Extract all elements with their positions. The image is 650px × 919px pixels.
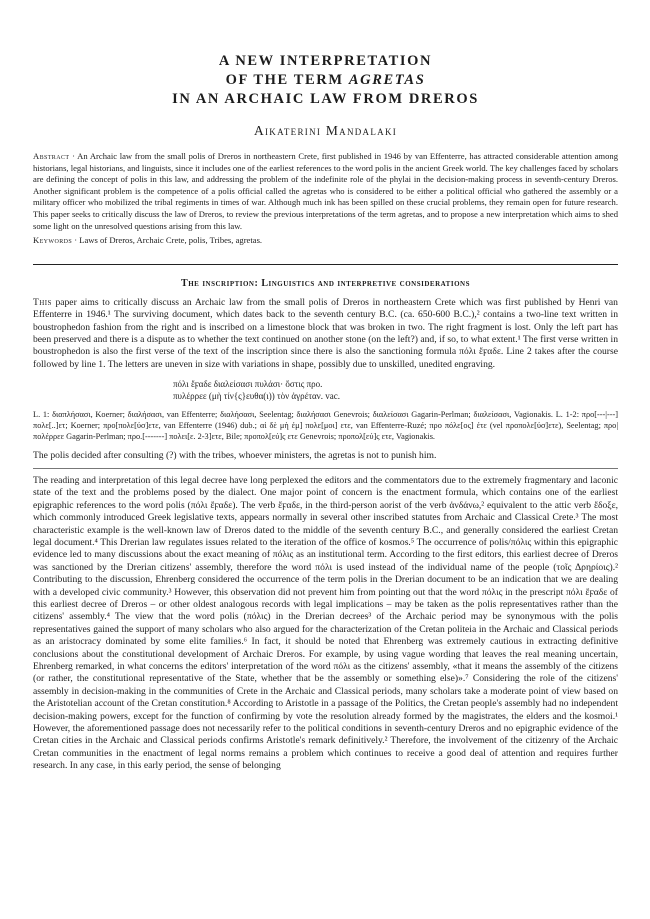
article-title: [33, 52, 618, 109]
title-line-1: A NEW INTERPRETATION: [218, 53, 433, 69]
keywords-text: · Laws of Dreros, Archaic Crete, polis, Tribes, agretas.: [74, 235, 263, 246]
translation-divider: [33, 468, 618, 469]
translation: The polis decided after consulting (?) with the tribes, whoever ministers, the agretas is not to punish him.: [33, 449, 437, 461]
section-heading: The inscription: Linguistics and interpretive considerations: [181, 277, 470, 289]
author-name: Aikaterini Mandalaki: [253, 123, 398, 138]
greek-line-2: πυλέρρεε (μὴ τίν{ς}ευθα(ι)) τὸν ἀγρέταν. vac.: [173, 390, 340, 401]
intro-text: paper aims to critically discuss an Archaic law from the small polis of Dreros in northeastern Crete which was first published by Henri van Effenterre in 1946.¹ The surviving document, which dates back to the seventh century B.C. (ca. 650-600 B.C.),² contains a two-line text written in boustrophedon fashion from the right and is inscribed on a limestone block that was broken in two. The right fragment is lost. Only the left part has been preserved and there is a dispute as to whether the text continued on another stone (on the left?) and, if so, to what extent.¹ The first verse written in boustrophedon is also the first verse of the text of the inscription since there is also the sanctioning formula πόλι ἔϝαδε. Line 2 takes after the course followed by line 1. The letters are uneven in size with variations in shape, possibly due to unskilled, unedited engraving.: [33, 296, 618, 370]
keywords: [33, 235, 618, 247]
abstract-label: Abstract: [33, 151, 70, 161]
section-divider: [33, 264, 618, 265]
critical-apparatus: L. 1: διαπλήσασι, Koerner; διαλήσασι, van Effenterre; διαλήσασι, Seelentag; διαλήσασι Genevrois; διαλείσασι Gagarin-Perlman; διαλείσασι, Vagionakis. L. 1-2: προ[---|---] πολε[..]ετ; Koerner; προ[πολε[ύσ]ετε, van Effenterre (1946) dub.; αἰ δὲ μὴ ἐμ] πολε[μοι] ετε, van Effenterre-Ruzé; προ πόλε[ος] ἐτε (vel προπολε[ύσ]ετε), Seelentag; προ|πολέρρεε Gagarin-Perlman; προ.[-------] πολει[ε. 2-3]ετε, Bile; προπολ[εύ]ς ετε Genevrois; προπολ[εύ]ς ετε, Vagionakis.: [33, 409, 618, 441]
title-line-2-term: AGRETAS: [348, 72, 426, 88]
body-paragraph-2: The reading and interpretation of this legal decree have long perplexed the editors and the commentators due to the extremely fragmentary and laconic state of the text and the problems posed by the dialect. One major point of concern is the enactment formula, which contains one of the earliest epigraphic references to the word polis (πόλι ἔϝαδε). The verb ἔϝαδε, in the third-person aorist of the verb ἁνδάνω,² equivalent to the attic verb ἔδοξε, which commonly introduced Greek legislative texts, appears normally in several other inscribed statutes from Archaic and Classical Crete.³ The most characteristic example is the well-known law of Dreros dated to the middle of the seventh century B.C., and generally considered the earliest Cretan legal document.⁴ This Drerian law regulates issues related to the iteration of the office of kosmos.⁵ The occurrence of polis/πόλις within this epigraphic evidence led to many discussions about the exact meaning of πόλις as an institutional term. According to the first editors, this earliest decree of Dreros was sanctioned by the Drerian citizens' assembly, therefore the word πόλι is used instead of the individual name of the people (τοῖς Δρηρίοις).² Contributing to the discussion, Ehrenberg considered the occurrence of the term polis in the Drerian document to be an indication that we are dealing with a developed civic community.³ However, this observation did not prevent him from pointing out that the word πόλις in the prescript πόλι ἔϝαδε of this earliest decree of Dreros – or other oldest analogous records with legal implications – may be taken as the polis representatives rather than the citizens' assembly.⁴ The view that the word polis (πόλις) in the Drerian decrees³ of the Archaic period may be synonymous with the polis representatives gained the support of many scholars who also argued for the characterization of the Cretan politeia in the Archaic and Classical periods as an aristocracy dominated by some elite families.⁶ In fact, it should be noted that Ehrenberg was extremely cautious in extracting definitive conclusions about the constitutional development of Archaic Dreros. For example, by using vague wording that leaves the real meaning uncertain, Ehrenberg remarked, in what concerns the editors' interpretation of the word πόλι as the citizens' assembly, «that it means the assembly of the citizens (or rather, the constitutional representative of the State, whether that be the assembly or something else)».⁷ Considering the role of the citizens' assembly in decision-making in the communities of Crete in the Archaic and Classical periods, many scholars take a moderate point of view based on the Aristotelian account of the Cretan constitution.⁸ According to Aristotle in a passage of the Politics, the Cretan people's assembly had no independent decision-making powers, except for the function of confirming by vote the resolution already formed by the magistrates, the elders and the kosmoi.¹ However, the aforementioned passage does not necessarily refer to the political conditions in seventh-century Dreros and no epigraphic evidence of the Cretan cities in the Archaic and Classical periods confirms Aristotle's remark definitively.² Therefore, the involvement of the citizenry of the Archaic Cretan communities in the enactment of legal norms remains a problem which continues to receive a good deal of attention and requires further research. In any case, in this early period, the sense of belonging: [33, 474, 618, 772]
keywords-label: Keywords: [33, 235, 73, 246]
title-line-2-prefix: OF THE TERM: [225, 72, 349, 88]
intro-paragraph: [33, 297, 618, 371]
abstract-text: · An Archaic law from the small polis of Dreros in northeastern Crete, first published in 1946 by van Effenterre, has attracted considerable attention among historians, legal historians, and linguists, since it includes one of the earliest references to the word polis in the ancient Greek world. The key challenges faced by scholars are defining the concept of polis in this law, and addressing the problem of the indefinite role of the phylai in the decision-making process in seventh-century Dreros. Another significant problem is the competence of a polis official called the agretas who is considered to be either a political official who gathered the assembly or a military officer who mobilized the tribal regiments in times of war. Although much ink has been spilled on these crucial problems, they remain open for future research. This paper seeks to critically discuss the law of Dreros, to review the previous interpretations of the term agretas, and to propose a new interpretation which aims to shed some light on the unresolved questions arising from this law.: [33, 151, 618, 231]
title-line-3: IN AN ARCHAIC LAW FROM DREROS: [172, 91, 479, 107]
abstract: [33, 151, 618, 232]
intro-lead-word: This: [33, 296, 52, 308]
greek-inscription: [173, 379, 618, 403]
greek-line-1: πόλι ἔϝαδε διαλείσασι πυλάσι· ὄστις προ.: [173, 379, 323, 390]
